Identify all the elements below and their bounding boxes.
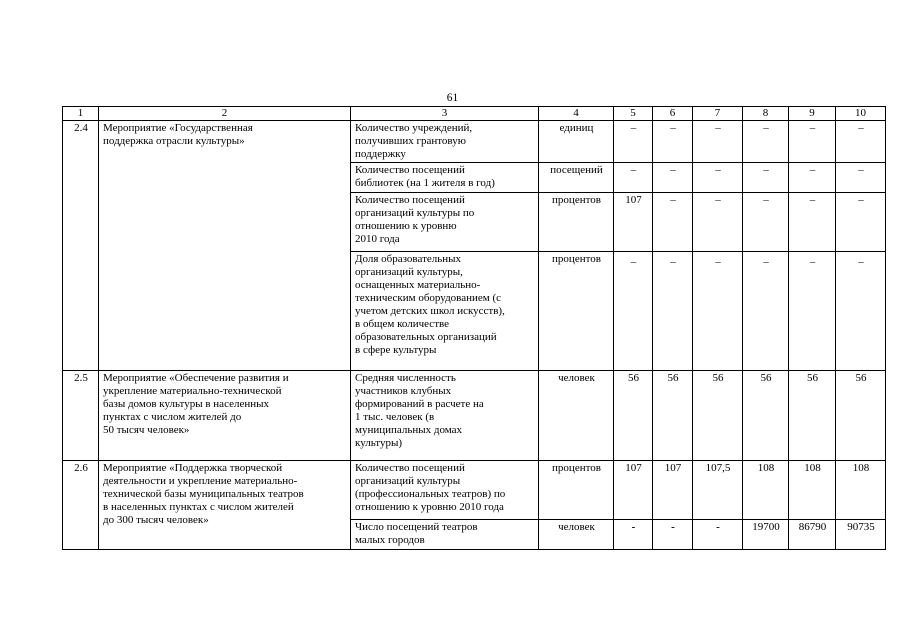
col-header: 3 — [351, 107, 539, 121]
value-cell: 108 — [836, 461, 886, 520]
value-cell: – — [614, 121, 653, 163]
indicator-name: Количество посещений библиотек (на 1 жителя в год) — [351, 163, 539, 193]
col-header: 4 — [539, 107, 614, 121]
value-cell: 108 — [789, 461, 836, 520]
value-cell: – — [614, 252, 653, 371]
value-cell: – — [836, 193, 886, 252]
indicator-unit: процентов — [539, 461, 614, 520]
page-number: 61 — [446, 92, 459, 104]
indicator-name: Количество посещений организаций культуры по отношению к уровню 2010 года — [351, 193, 539, 252]
value-cell: – — [836, 252, 886, 371]
col-header: 1 — [63, 107, 99, 121]
value-cell: – — [836, 121, 886, 163]
value-cell: 56 — [789, 371, 836, 461]
value-cell: 107 — [614, 461, 653, 520]
column-number-row — [63, 107, 886, 121]
value-cell: – — [789, 121, 836, 163]
indicators-table — [62, 106, 886, 550]
value-cell: - — [614, 520, 653, 550]
value-cell: – — [836, 163, 886, 193]
value-cell: – — [789, 163, 836, 193]
col-header: 7 — [693, 107, 743, 121]
table-row — [63, 371, 886, 461]
value-cell: 107,5 — [693, 461, 743, 520]
col-header: 6 — [653, 107, 693, 121]
value-cell: – — [653, 121, 693, 163]
row-number: 2.5 — [63, 371, 99, 461]
value-cell: 56 — [836, 371, 886, 461]
table-row — [63, 121, 886, 163]
value-cell: – — [743, 252, 789, 371]
value-cell: - — [653, 520, 693, 550]
value-cell: 56 — [693, 371, 743, 461]
row-number: 2.4 — [63, 121, 99, 371]
value-cell: 107 — [614, 193, 653, 252]
value-cell: – — [653, 163, 693, 193]
value-cell: 107 — [653, 461, 693, 520]
value-cell: – — [743, 163, 789, 193]
col-header: 8 — [743, 107, 789, 121]
event-name: Мероприятие «Поддержка творческой деятельности и укрепление материально- технической базы муниципальных театров в населенных пунктах с числом жителей до 300 тысяч человек» — [99, 461, 351, 550]
indicator-unit: процентов — [539, 193, 614, 252]
col-header: 10 — [836, 107, 886, 121]
value-cell: 56 — [743, 371, 789, 461]
value-cell: 90735 — [836, 520, 886, 550]
indicator-name: Количество посещений организаций культуры (профессиональных театров) по отношению к уровню 2010 года — [351, 461, 539, 520]
indicator-unit: посещений — [539, 163, 614, 193]
value-cell: – — [693, 163, 743, 193]
col-header: 5 — [614, 107, 653, 121]
value-cell: 56 — [614, 371, 653, 461]
value-cell: – — [789, 193, 836, 252]
value-cell: 86790 — [789, 520, 836, 550]
value-cell: - — [693, 520, 743, 550]
event-name: Мероприятие «Государственная поддержка отрасли культуры» — [99, 121, 351, 371]
indicator-unit: человек — [539, 520, 614, 550]
indicator-unit: единиц — [539, 121, 614, 163]
indicator-unit: процентов — [539, 252, 614, 371]
value-cell: – — [693, 252, 743, 371]
indicator-unit: человек — [539, 371, 614, 461]
indicator-name: Доля образовательных организаций культуры, оснащенных материально- техническим оборудованием (с учетом детских школ искусств), в общем количестве образовательных организаций в сфере культуры — [351, 252, 539, 371]
value-cell: – — [693, 121, 743, 163]
value-cell: – — [789, 252, 836, 371]
value-cell: – — [743, 121, 789, 163]
value-cell: 56 — [653, 371, 693, 461]
indicator-name: Средняя численность участников клубных формирований в расчете на 1 тыс. человек (в муниципальных домах культуры) — [351, 371, 539, 461]
value-cell: 19700 — [743, 520, 789, 550]
event-name: Мероприятие «Обеспечение развития и укрепление материально-технической базы домов культуры в населенных пунктах с числом жителей до 50 тысяч человек» — [99, 371, 351, 461]
value-cell: – — [653, 193, 693, 252]
table-row — [63, 461, 886, 520]
indicator-name: Число посещений театров малых городов — [351, 520, 539, 550]
value-cell: – — [743, 193, 789, 252]
value-cell: 108 — [743, 461, 789, 520]
value-cell: – — [653, 252, 693, 371]
value-cell: – — [614, 163, 653, 193]
col-header: 9 — [789, 107, 836, 121]
value-cell: – — [693, 193, 743, 252]
indicator-name: Количество учреждений, получивших грантовую поддержку — [351, 121, 539, 163]
col-header: 2 — [99, 107, 351, 121]
row-number: 2.6 — [63, 461, 99, 550]
